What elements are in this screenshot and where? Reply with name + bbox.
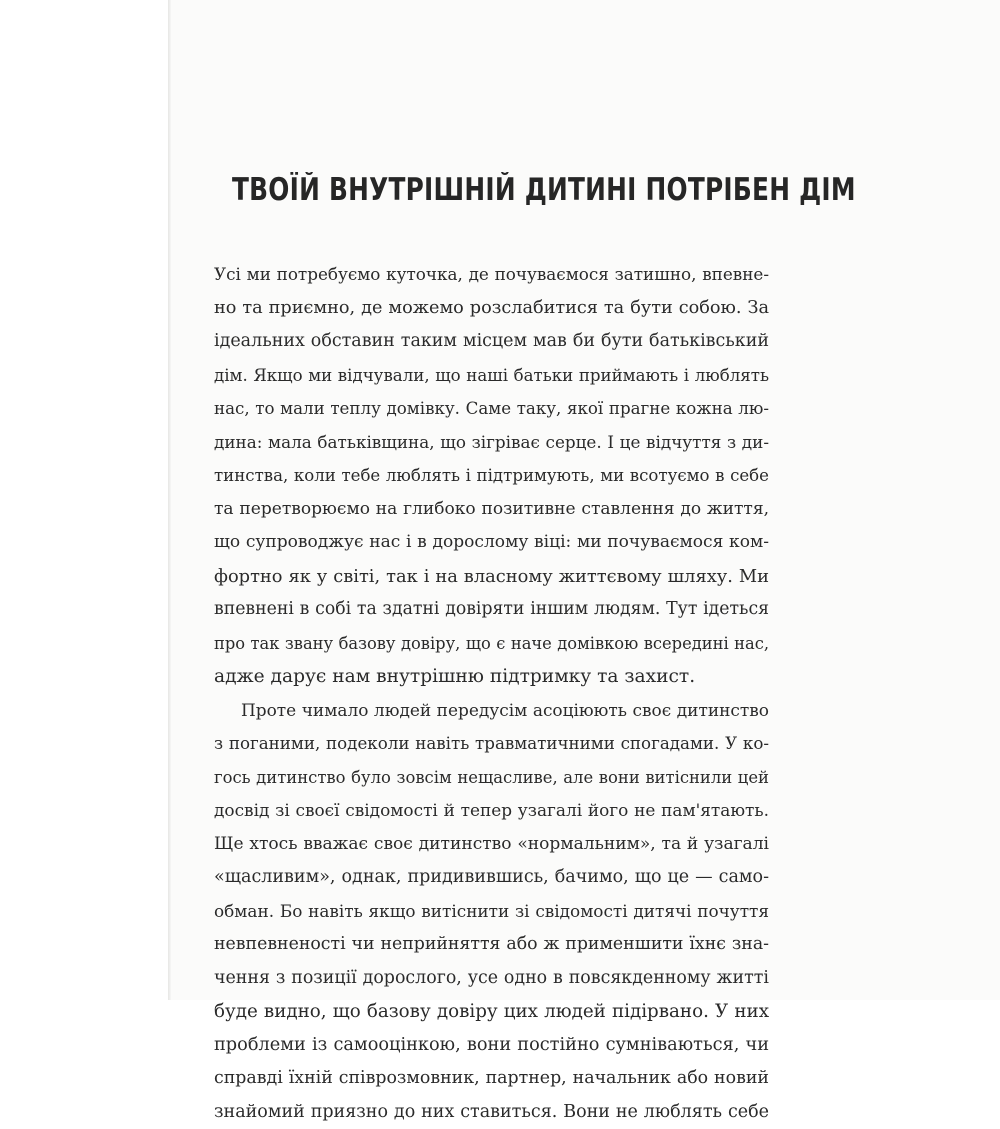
- text-line: ідеальних обставин таким місцем мав би бути батьківський: [214, 325, 769, 359]
- text-line: «щасливим», однак, придивившись, бачимо, що це — само-: [214, 861, 769, 895]
- text-line: адже дарує нам внутрішню підтримку та захист.: [214, 660, 769, 694]
- text-line: справді їхній співрозмовник, партнер, начальник або новий: [214, 1062, 769, 1096]
- text-line: про так звану базову довіру, що є наче домівкою всередині нас,: [214, 627, 769, 661]
- text-line: но та приємно, де можемо розслабитися та бути собою. За: [214, 292, 769, 326]
- text-line: гось дитинство було зовсім нещасливе, але вони витіснили цей: [214, 761, 769, 795]
- text-line: дина: мала батьківщина, що зігріває серце. І це відчуття з ди-: [214, 426, 769, 460]
- text-line: проблеми із самооцінкою, вони постійно сумніваються, чи: [214, 1029, 769, 1063]
- text-line: фортно як у світі, так і на власному життєвому шляху. Ми: [214, 560, 769, 594]
- text-line: тинства, коли тебе люблять і підтримують, ми всотуємо в себе: [214, 459, 769, 493]
- text-line: з поганими, подеколи навіть травматичними спогадами. У ко-: [214, 727, 769, 761]
- paragraph-1: [214, 258, 769, 694]
- chapter-title: ТВОЇЙ ВНУТРІШНІЙ ДИТИНІ ПОТРІБЕН ДІМ: [232, 171, 648, 209]
- text-line: та перетворюємо на глибоко позитивне ставлення до життя,: [214, 493, 769, 527]
- text-line: впевнені в собі та здатні довіряти іншим людям. Тут ідеться: [214, 593, 769, 627]
- text-line: буде видно, що базову довіру цих людей підірвано. У них: [214, 995, 769, 1029]
- text-line: що супроводжує нас і в дорослому віці: ми почуваємося ком-: [214, 526, 769, 560]
- text-line: дім. Якщо ми відчували, що наші батьки приймають і люблять: [214, 359, 769, 393]
- text-line: обман. Бо навіть якщо витіснити зі свідомості дитячі почуття: [214, 895, 769, 929]
- text-line: досвід зі своєї свідомості й тепер узагалі його не пам'ятають.: [214, 794, 769, 828]
- text-line: нас, то мали теплу домівку. Саме таку, якої прагне кожна лю-: [214, 392, 769, 426]
- paragraph-2: [214, 694, 769, 1129]
- text-line: чення з позиції дорослого, усе одно в повсякденному житті: [214, 962, 769, 996]
- page-edge-shadow: [168, 0, 171, 1000]
- text-line: Проте чимало людей передусім асоціюють своє дитинство: [214, 694, 769, 728]
- text-line: Ще хтось вважає своє дитинство «нормальним», та й узагалі: [214, 828, 769, 862]
- text-line: невпевненості чи неприйняття або ж применшити їхнє зна-: [214, 928, 769, 962]
- text-line: знайомий приязно до них ставиться. Вони не люблять себе: [214, 1096, 769, 1129]
- body-text: [214, 258, 769, 1129]
- text-line: Усі ми потребуємо куточка, де почуваємося затишно, впевне-: [214, 258, 769, 292]
